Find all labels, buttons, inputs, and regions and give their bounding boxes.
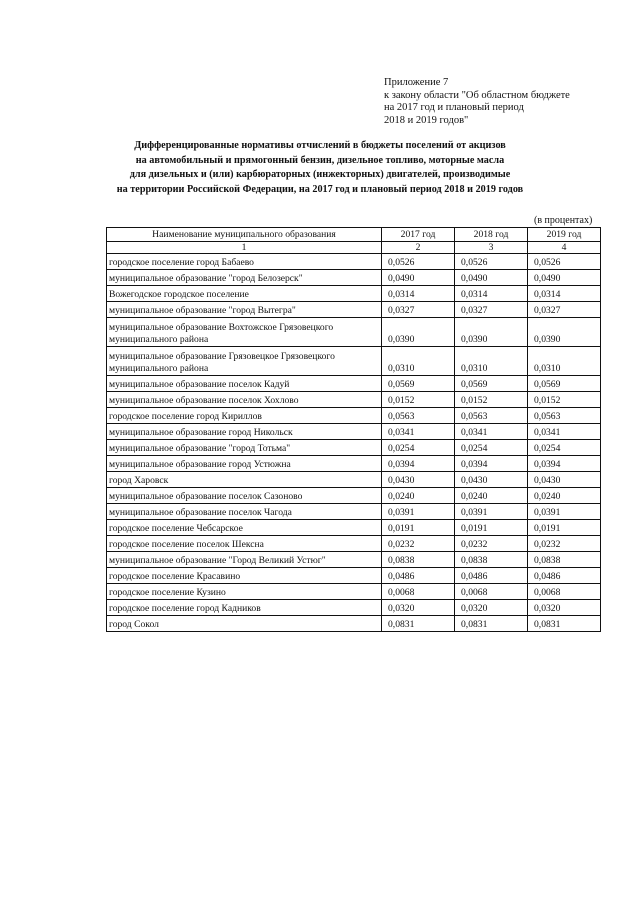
municipality-name: муниципальное образование "город Белозерск" [107,270,382,286]
municipality-name: городское поселение Чебсарское [107,520,382,536]
municipality-name: муниципальное образование город Никольск [107,424,382,440]
table-row [107,456,601,472]
column-number: 4 [528,242,601,254]
value-2019: 0,0390 [528,318,601,347]
title-line: на территории Российской Федерации, на 2017 год и плановый период 2018 и 2019 годов [116,183,524,195]
value-2019: 0,0394 [528,456,601,472]
value-2017: 0,0486 [382,568,455,584]
municipality-name: муниципальное образование "город Тотьма" [107,440,382,456]
table-row [107,392,601,408]
table-row [107,568,601,584]
table-header-row [107,228,601,242]
municipality-name: муниципальное образование поселок Чагода [107,504,382,520]
table-row [107,504,601,520]
municipality-name: городское поселение Кузино [107,584,382,600]
municipality-name: городское поселение город Бабаево [107,254,382,270]
value-2019: 0,0254 [528,440,601,456]
value-2019: 0,0232 [528,536,601,552]
value-2017: 0,0390 [382,318,455,347]
column-number: 1 [107,242,382,254]
value-2018: 0,0240 [455,488,528,504]
value-2017: 0,0391 [382,504,455,520]
municipality-name: город Сокол [107,616,382,632]
column-number-row [107,242,601,254]
header-2018: 2018 год [455,228,528,242]
municipality-name: город Харовск [107,472,382,488]
municipality-name: муниципальное образование "город Вытегра" [107,302,382,318]
value-2017: 0,0254 [382,440,455,456]
value-2018: 0,0391 [455,504,528,520]
column-number: 3 [455,242,528,254]
value-2019: 0,0569 [528,376,601,392]
value-2017: 0,0232 [382,536,455,552]
value-2018: 0,0152 [455,392,528,408]
table-row [107,302,601,318]
table-row [107,254,601,270]
value-2017: 0,0191 [382,520,455,536]
value-2017: 0,0240 [382,488,455,504]
value-2019: 0,0563 [528,408,601,424]
column-number: 2 [382,242,455,254]
value-2018: 0,0486 [455,568,528,584]
value-2019: 0,0831 [528,616,601,632]
value-2019: 0,0490 [528,270,601,286]
table-row [107,347,601,376]
value-2019: 0,0526 [528,254,601,270]
value-2017: 0,0526 [382,254,455,270]
appendix-line: 2018 и 2019 годов" [384,114,469,126]
value-2018: 0,0394 [455,456,528,472]
municipality-name: городское поселение Красавино [107,568,382,584]
value-2019: 0,0341 [528,424,601,440]
value-2017: 0,0838 [382,552,455,568]
municipality-name: муниципальное образование Грязовецкое Грязовецкого муниципального района [107,347,382,376]
value-2017: 0,0068 [382,584,455,600]
value-2019: 0,0191 [528,520,601,536]
value-2017: 0,0327 [382,302,455,318]
appendix-line: к закону области "Об областном бюджете [384,89,570,101]
municipality-name: муниципальное образование поселок Хохлово [107,392,382,408]
value-2019: 0,0838 [528,552,601,568]
value-2017: 0,0394 [382,456,455,472]
value-2017: 0,0341 [382,424,455,440]
value-2019: 0,0327 [528,302,601,318]
value-2018: 0,0341 [455,424,528,440]
value-2019: 0,0310 [528,347,601,376]
value-2017: 0,0563 [382,408,455,424]
value-2018: 0,0254 [455,440,528,456]
table-row [107,520,601,536]
value-2018: 0,0314 [455,286,528,302]
value-2018: 0,0191 [455,520,528,536]
title-line: для дизельных и (или) карбюраторных (инжекторных) двигателей, производимые [129,169,511,180]
value-2017: 0,0320 [382,600,455,616]
norms-table [106,227,601,632]
value-2019: 0,0152 [528,392,601,408]
table-row [107,536,601,552]
header-2017: 2017 год [382,228,455,242]
municipality-name: городское поселение город Кадников [107,600,382,616]
appendix-header [384,77,614,127]
value-2018: 0,0838 [455,552,528,568]
value-2019: 0,0068 [528,584,601,600]
value-2017: 0,0831 [382,616,455,632]
value-2018: 0,0390 [455,318,528,347]
municipality-name: муниципальное образование город Устюжна [107,456,382,472]
value-2018: 0,0563 [455,408,528,424]
title-line: Дифференцированные нормативы отчислений в бюджеты поселений от акцизов [134,140,506,151]
value-2018: 0,0526 [455,254,528,270]
table-row [107,552,601,568]
table-row [107,270,601,286]
value-2018: 0,0831 [455,616,528,632]
header-name: Наименование муниципального образования [107,228,382,242]
table-row [107,318,601,347]
units-note: (в процентах) [534,215,593,226]
table-row [107,616,601,632]
value-2019: 0,0240 [528,488,601,504]
municipality-name: муниципальное образование "Город Великий Устюг" [107,552,382,568]
municipality-name: городское поселение город Кириллов [107,408,382,424]
value-2019: 0,0486 [528,568,601,584]
value-2018: 0,0327 [455,302,528,318]
value-2019: 0,0314 [528,286,601,302]
value-2017: 0,0152 [382,392,455,408]
table-row [107,472,601,488]
value-2018: 0,0490 [455,270,528,286]
value-2018: 0,0310 [455,347,528,376]
table-row [107,600,601,616]
municipality-name: муниципальное образование поселок Сазоново [107,488,382,504]
header-2019: 2019 год [528,228,601,242]
value-2019: 0,0391 [528,504,601,520]
appendix-line: Приложение 7 [384,77,449,88]
value-2017: 0,0314 [382,286,455,302]
value-2019: 0,0430 [528,472,601,488]
table-row [107,376,601,392]
title-line: на автомобильный и прямогонный бензин, дизельное топливо, моторные масла [135,154,505,166]
municipality-name: муниципальное образование поселок Кадуй [107,376,382,392]
value-2018: 0,0232 [455,536,528,552]
table-row [107,584,601,600]
municipality-name: городское поселение поселок Шексна [107,536,382,552]
value-2018: 0,0320 [455,600,528,616]
value-2017: 0,0430 [382,472,455,488]
table-row [107,440,601,456]
value-2017: 0,0310 [382,347,455,376]
value-2018: 0,0569 [455,376,528,392]
municipality-name: муниципальное образование Вохтожское Грязовецкого муниципального района [107,318,382,347]
value-2017: 0,0569 [382,376,455,392]
value-2017: 0,0490 [382,270,455,286]
table-row [107,286,601,302]
document-title [90,139,550,197]
table-row [107,488,601,504]
value-2019: 0,0320 [528,600,601,616]
municipality-name: Вожегодское городское поселение [107,286,382,302]
value-2018: 0,0068 [455,584,528,600]
table-row [107,424,601,440]
table-row [107,408,601,424]
appendix-line: на 2017 год и плановый период [384,102,524,114]
value-2018: 0,0430 [455,472,528,488]
